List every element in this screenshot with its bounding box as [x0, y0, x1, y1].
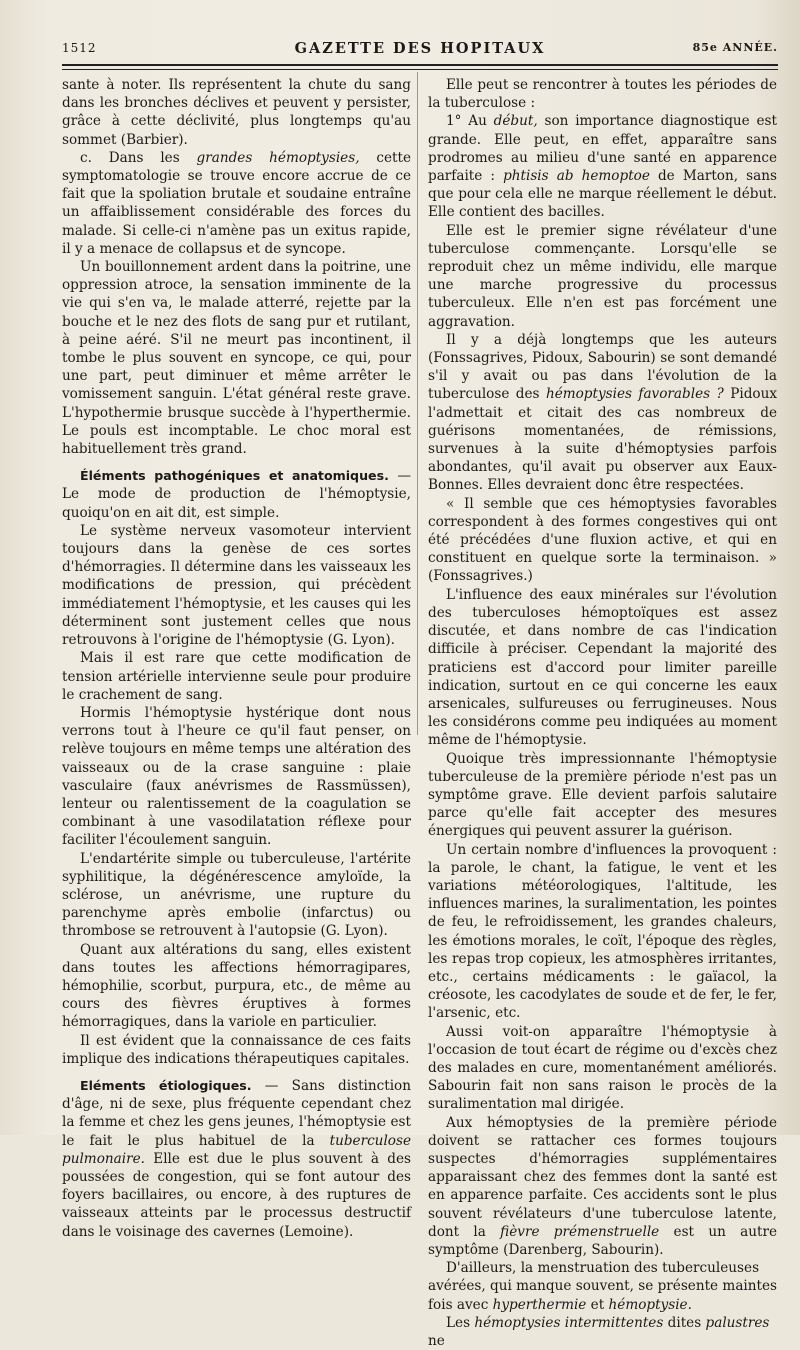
- paragraph: L'endartérite simple ou tuberculeuse, l'artérite syphilitique, la dégénérescence amyloïde, la sclérose, un anévrisme, une rupture du parenchyme après embolie (infarctus) ou thrombose se retrouvent à l'autopsie (G. Lyon).: [62, 850, 411, 940]
- section-heading-paragraph: Eléments étiologiques. — Sans distinction d'âge, ni de sexe, plus fréquente cependant chez la femme et chez les gens jeunes, l'hémoptysie est le fait le plus habituel de la tuberculose pulmonaire. Elle est due le plus souvent à des poussées de congestion, qui se font autour des foyers bacillaires, ou encore, à des ruptures de vaisseaux atteints par le processus destructif dans le voisinage des cavernes (Lemoine).: [62, 1077, 411, 1240]
- paragraph: Elle peut se rencontrer à toutes les périodes de la tuberculose :: [428, 77, 777, 112]
- column-divider: [417, 72, 418, 735]
- paragraph: D'ailleurs, la menstruation des tuberculeuses avérées, qui manque souvent, se présente maintes fois avec hyperthermie et hémoptysie.: [428, 1260, 778, 1313]
- paragraph: L'influence des eaux minérales sur l'évolution des tuberculoses hémoptoïques est assez discutée, et dans nombre de cas l'indication difficile à préciser. Cependant la majorité des praticiens est d'accord pour limiter pareille indication, surtout en ce qui concerne les eaux arsenicales, sulfureuses ou ferrugineuses. Nous les considérons comme peu indiquées au moment même de l'hémoptysie.: [428, 586, 777, 749]
- journal-title: GAZETTE DES HOPITAUX: [294, 40, 546, 57]
- section-heading: Eléments étiologiques.: [80, 1077, 252, 1093]
- paragraph: Un certain nombre d'influences la provoquent : la parole, le chant, la fatigue, le vent et les variations météorologiques, l'altitude, les influences marines, la suralimentation, les pointes de feu, le refroidissement, les grandes chaleurs, les émotions morales, le coït, l'époque des règles, les repas trop copieux, les atmosphères irritantes, etc., certains médicaments : le gaïacol, la créosote, les cacodylates de soude et de fer, le fer, l'arsenic, etc.: [428, 841, 777, 1022]
- paragraph: Les hémoptysies intermittentes dites palustres ne: [428, 1314, 770, 1350]
- paragraph: Il est évident que la connaissance de ces faits implique des indications thérapeutiques capitales.: [62, 1032, 411, 1067]
- paragraph: Aussi voit-on apparaître l'hémoptysie à l'occasion de tout écart de régime ou d'excès chez des malades en cure, momentanément améliorés. Sabourin fait non sans raison le procès de la suralimentation mal dirigée.: [428, 1023, 777, 1113]
- header-rule-thick: [62, 64, 778, 66]
- paragraph: Quoique très impressionnante l'hémoptysie tuberculeuse de la première période n'est pas un symptôme grave. Elle devient parfois salutaire parce qu'elle fait accepter des mesures énergiques qui peuvent assurer la guérison.: [428, 750, 777, 840]
- paragraph: Elle est le premier signe révélateur d'une tuberculose commençante. Lorsqu'elle se reproduit chez un même individu, elle marque une marche progressive du processus tuberculeux. Elle n'en est pas forcément une aggravation.: [428, 222, 777, 330]
- quote-paragraph: « Il semble que ces hémoptysies favorables correspondent à des formes congestives qui ont été précédées d'une fluxion active, et qui en constituent en quelque sorte la terminaison. » (Fonssagrives.): [428, 495, 777, 585]
- paragraph: Mais il est rare que cette modification de tension artérielle intervienne seule pour produire le crachement de sang.: [62, 650, 411, 703]
- page-header: [62, 38, 778, 60]
- left-column: [62, 76, 411, 1241]
- page-number: 1512: [62, 41, 97, 55]
- section-heading: Éléments pathogéniques et anatomiques.: [80, 468, 389, 484]
- paragraph: Quant aux altérations du sang, elles existent dans toutes les affections hémorragipares, hémophilie, scorbut, purpura, etc., de même au cours des fièvres éruptives à formes hémorragiques, dans la variole en particulier.: [62, 941, 411, 1031]
- right-column: [428, 76, 777, 1350]
- paragraph: Aux hémoptysies de la première période doivent se rattacher ces formes toujours suspectes d'hémorragies supplémentaires apparaissant chez des femmes dont la santé est en apparence parfaite. Ces accidents sont le plus souvent révélateurs d'une tuberculose latente, dont la fièvre prémenstruelle est un autre symptôme (Darenberg, Sabourin).: [428, 1114, 778, 1258]
- header-rule-thin: [62, 69, 778, 70]
- paragraph: Le système nerveux vasomoteur intervient toujours dans la genèse de ces sortes d'hémorragies. Il détermine dans les vaisseaux les modifications de pression, qui précèdent immédiatement l'hémoptysie, et les causes qui les déterminent sont justement celles que nous retrouvons à l'origine de l'hémoptysie (G. Lyon).: [62, 522, 411, 649]
- section-heading-paragraph: Éléments pathogéniques et anatomiques. — Le mode de production de l'hémoptysie, quoiqu'on en ait dit, est simple.: [62, 468, 411, 521]
- paragraph: sante à noter. Ils représentent la chute du sang dans les bronches déclives et peuvent y persister, grâce à cette déclivité, plus longtemps qu'au sommet (Barbier).: [62, 77, 411, 148]
- paragraph: Il y a déjà longtemps que les auteurs (Fonssagrives, Pidoux, Sabourin) se sont demandé s'il y avait ou pas dans l'évolution de la tuberculose des hémoptysies favorables ? Pidoux l'admettait et citait des cas nombreux de guérisons momentanées, de rémissions, survenues à la suite d'hémoptysies parfois abondantes, qu'il avait pu observer aux Eaux-Bonnes. Elles devraient donc être respectées.: [428, 331, 778, 494]
- paragraph: Hormis l'hémoptysie hystérique dont nous verrons tout à l'heure ce qu'il faut penser, on relève toujours en même temps une altération des vaisseaux ou de la crase sanguine : plaie vasculaire (faux anévrismes de Rassmüssen), lenteur ou ralentissement de la coagulation se combinant à une vasodilatation réflexe pour faciliter l'écoulement sanguin.: [62, 704, 411, 849]
- year-label: 85e ANNÉE.: [692, 41, 778, 54]
- paragraph: c. Dans les grandes hémoptysies, cette symptomatologie se trouve encore accrue de ce fait que la spoliation brutale et soudaine entraîne un affaiblissement considérable des forces du malade. Si celle-ci n'amène pas un exitus rapide, il y a menace de collapsus et de syncope.: [62, 149, 411, 257]
- paragraph: 1° Au début, son importance diagnostique est grande. Elle peut, en effet, apparaître sans prodromes au milieu d'une santé en apparence parfaite : phtisis ab hemoptoe de Marton, sans que pour cela elle ne marque réellement le début. Elle contient des bacilles.: [428, 113, 777, 221]
- paragraph: Un bouillonnement ardent dans la poitrine, une oppression atroce, la sensation imminente de la vie qui s'en va, le malade atterré, rejette par la bouche et le nez des flots de sang pur et rutilant, à peine aéré. S'il ne meurt pas incontinent, il tombe le plus souvent en syncope, ce qui, pour une part, peut diminuer et même arrêter le vomissement sanguin. L'état général reste grave. L'hypothermie brusque succède à l'hyperthermie. Le pouls est incomptable. Le choc moral est habituellement très grand.: [62, 259, 411, 458]
